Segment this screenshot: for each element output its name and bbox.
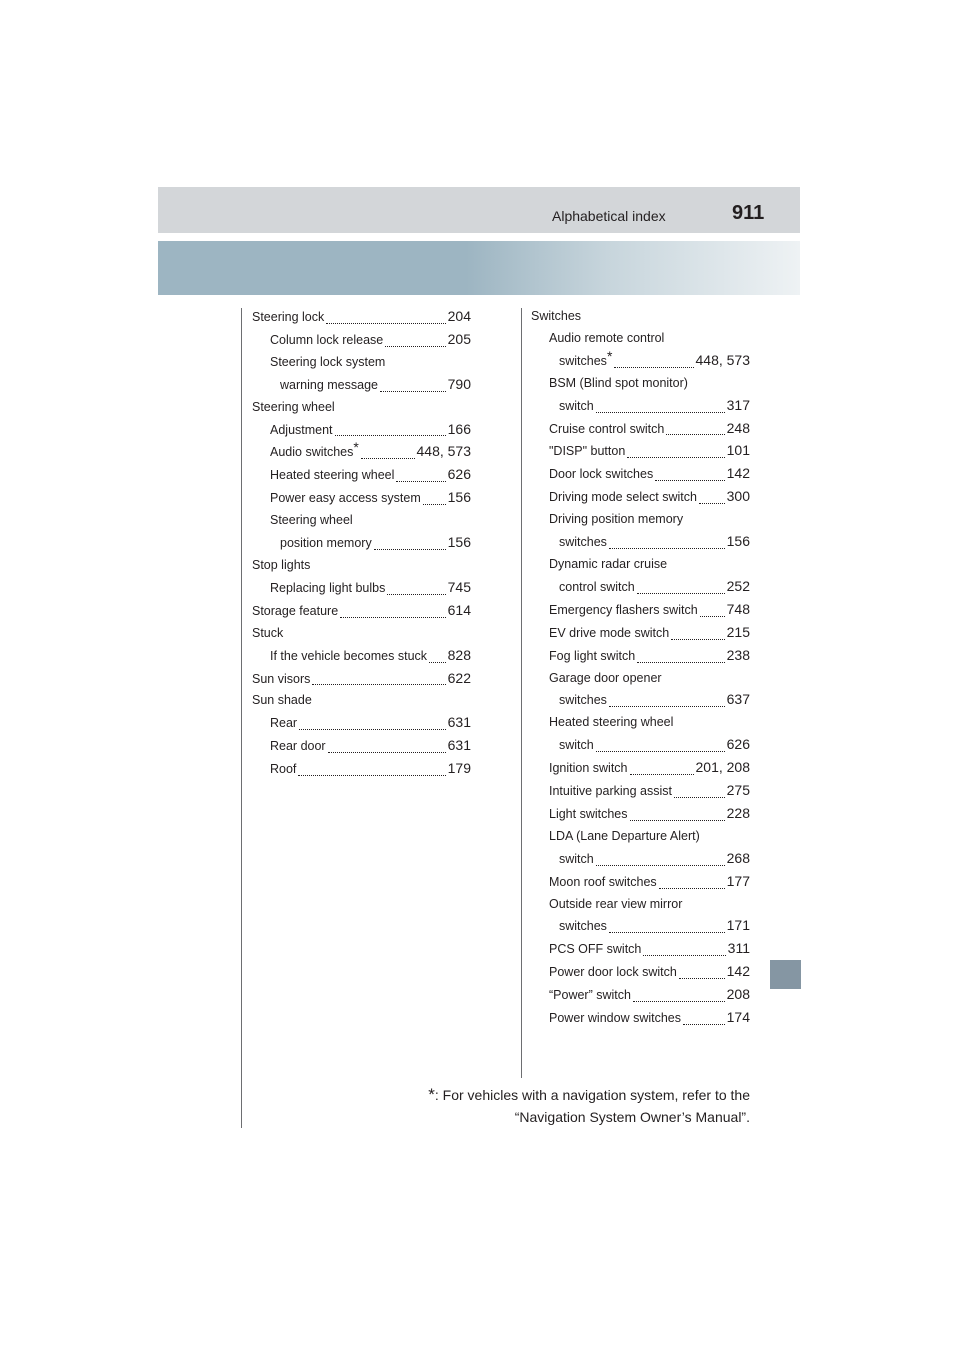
- entry-term-text: switch: [559, 398, 594, 413]
- index-entry: [531, 622, 750, 645]
- index-entry: [252, 735, 471, 758]
- entry-term-text: Heated steering wheel: [270, 468, 395, 483]
- entry-term-text: Dynamic radar cruise: [549, 556, 668, 571]
- entry-term-text: Emergency flashers switch: [549, 602, 698, 617]
- entry-term: [549, 441, 625, 463]
- entry-term: [549, 671, 662, 685]
- index-column-right: [531, 306, 750, 1030]
- header-bar: [158, 187, 800, 233]
- leader-dots: [655, 480, 724, 481]
- leader-dots: [396, 481, 445, 482]
- leader-dots: [674, 797, 725, 798]
- entry-term-text: Garage door opener: [549, 670, 662, 685]
- index-entry: [531, 554, 750, 576]
- leader-dots: [298, 775, 445, 776]
- leader-dots: [609, 706, 725, 707]
- index-entry: [531, 1007, 750, 1030]
- index-entry: [531, 463, 750, 486]
- index-entry: [531, 599, 750, 622]
- entry-term: [549, 939, 641, 961]
- entry-term-text: PCS OFF switch: [549, 942, 642, 957]
- entry-term-text: Column lock release: [270, 332, 384, 347]
- entry-page: 248: [726, 419, 750, 436]
- index-entry: [252, 306, 471, 329]
- leader-dots: [614, 367, 693, 368]
- entry-term-text: Rear door: [270, 739, 326, 754]
- entry-term-text: Adjustment: [270, 422, 333, 437]
- index-entry: [252, 441, 471, 464]
- index-entry: [252, 352, 471, 374]
- leader-dots: [609, 932, 725, 933]
- entry-term-text: Power window switches: [549, 1011, 681, 1026]
- index-entry: [252, 690, 471, 712]
- entry-term-text: Sun shade: [252, 693, 312, 708]
- entry-page: 166: [447, 420, 471, 437]
- entry-term: [559, 916, 607, 938]
- entry-term-text: switches: [559, 353, 607, 368]
- leader-dots: [666, 434, 724, 435]
- leader-dots: [659, 888, 725, 889]
- entry-term-text: Steering lock system: [270, 354, 386, 369]
- entry-page: 142: [726, 963, 750, 980]
- index-entry: [531, 576, 750, 599]
- entry-term-text: Steering wheel: [252, 399, 335, 414]
- entry-term-text: LDA (Lane Departure Alert): [549, 828, 700, 843]
- entry-term: [549, 897, 682, 911]
- entry-term-text: Steering wheel: [270, 513, 353, 528]
- entry-page: 201, 208: [695, 759, 750, 776]
- entry-page: 828: [447, 646, 471, 663]
- entry-page: 317: [726, 396, 750, 413]
- entry-term-text: Light switches: [549, 806, 628, 821]
- entry-term-text: Steering lock: [252, 310, 325, 324]
- entry-term-text: Power easy access system: [270, 491, 421, 506]
- entry-term-text: Outside rear view mirror: [549, 896, 683, 911]
- entry-term-text: Replacing light bulbs: [270, 580, 386, 595]
- entry-term-text: EV drive mode switch: [549, 625, 670, 640]
- entry-page: 745: [447, 578, 471, 595]
- entry-term: [549, 715, 673, 729]
- entry-term: [549, 623, 669, 645]
- entry-term: [559, 347, 613, 373]
- entry-term: [549, 962, 677, 984]
- entry-term-text: BSM (Blind spot monitor): [549, 375, 688, 390]
- entry-term-text: Rear: [270, 716, 298, 731]
- index-entry: [252, 668, 471, 691]
- entry-term-text: Driving mode select switch: [549, 490, 697, 505]
- entry-term: [252, 558, 310, 572]
- entry-page: 626: [726, 736, 750, 753]
- leader-dots: [643, 955, 725, 956]
- index-entry: [531, 373, 750, 395]
- index-entry: [252, 464, 471, 487]
- entry-page: 204: [447, 308, 471, 324]
- footnote-text-1: : For vehicles with a navigation system, refer to the: [434, 1087, 750, 1103]
- index-entry: [531, 306, 750, 328]
- entry-page: 275: [726, 782, 750, 799]
- entry-term: [270, 759, 296, 781]
- entry-term: [270, 465, 394, 487]
- entry-term: [252, 693, 312, 707]
- leader-dots: [361, 458, 415, 459]
- footnote-line-1: [380, 1084, 750, 1106]
- leader-dots: [423, 504, 446, 505]
- leader-dots: [328, 752, 446, 753]
- index-entry: [252, 329, 471, 352]
- entry-page: 238: [726, 646, 750, 663]
- entry-term: [549, 331, 664, 345]
- entry-page: 637: [726, 691, 750, 708]
- entry-term: [280, 533, 372, 555]
- entry-page: 156: [447, 534, 471, 551]
- index-entry: [531, 826, 750, 848]
- leader-dots: [683, 1024, 725, 1025]
- footnote-star: *: [606, 347, 613, 364]
- index-entry: [531, 418, 750, 441]
- entry-term: [252, 601, 338, 623]
- leader-dots: [312, 684, 445, 685]
- entry-term-text: Stuck: [252, 625, 284, 640]
- index-entry: [531, 938, 750, 961]
- entry-page: 631: [447, 737, 471, 754]
- entry-term: [270, 330, 383, 352]
- entry-page: 300: [726, 488, 750, 505]
- index-entry: [252, 510, 471, 532]
- entry-term: [270, 420, 333, 442]
- index-entry: [531, 509, 750, 531]
- leader-dots: [299, 729, 446, 730]
- leader-dots: [380, 391, 446, 392]
- entry-term: [549, 487, 697, 509]
- index-entry: [531, 894, 750, 916]
- entry-page: 228: [726, 804, 750, 821]
- entry-term: [559, 396, 594, 418]
- index-entry: [531, 984, 750, 1007]
- entry-term-text: Cruise control switch: [549, 421, 665, 436]
- index-entry: [531, 689, 750, 712]
- section-band: [158, 241, 800, 295]
- entry-page: 215: [726, 623, 750, 640]
- entry-term: [252, 400, 335, 414]
- entry-page: 622: [447, 669, 471, 686]
- index-entry: [252, 374, 471, 397]
- index-entry: [531, 328, 750, 350]
- entry-term-text: Intuitive parking assist: [549, 784, 672, 799]
- entry-page: 614: [447, 601, 471, 618]
- index-entry: [252, 487, 471, 510]
- entry-term-text: Ignition switch: [549, 761, 628, 776]
- leader-dots: [637, 593, 725, 594]
- entry-term: [270, 578, 385, 600]
- entry-page: 311: [727, 940, 750, 957]
- entry-term: [549, 804, 628, 826]
- index-entry: [531, 803, 750, 826]
- index-entry: [252, 600, 471, 623]
- leader-dots: [385, 346, 445, 347]
- entry-term-text: "DISP" button: [549, 444, 626, 459]
- leader-dots: [671, 639, 724, 640]
- entry-term: [270, 646, 427, 668]
- index-entry: [531, 486, 750, 509]
- leader-dots: [335, 435, 446, 436]
- entry-term: [270, 513, 353, 527]
- page-number: 911: [732, 202, 765, 224]
- entry-term-text: Storage feature: [252, 603, 339, 618]
- entry-term-text: Stop lights: [252, 557, 311, 572]
- entry-term-text: If the vehicle becomes stuck: [270, 648, 428, 663]
- entry-term-text: Audio remote control: [549, 330, 665, 345]
- entry-term: [252, 669, 310, 691]
- leader-dots: [596, 412, 725, 413]
- index-entry: [531, 871, 750, 894]
- leader-dots: [340, 617, 445, 618]
- entry-term: [549, 829, 700, 843]
- middle-column-rule: [521, 308, 522, 1078]
- leader-dots: [429, 662, 446, 663]
- entry-page: 171: [726, 917, 750, 934]
- index-entry: [531, 440, 750, 463]
- entry-page: 268: [726, 849, 750, 866]
- footnote: [380, 1084, 750, 1128]
- footnote-star: *: [353, 439, 359, 456]
- index-entry: [531, 780, 750, 803]
- entry-term: [549, 781, 672, 803]
- index-entry: [252, 577, 471, 600]
- leader-dots: [596, 865, 725, 866]
- leader-dots: [630, 820, 725, 821]
- entry-page: 177: [726, 872, 750, 889]
- entry-term: [270, 736, 326, 758]
- entry-term-text: warning message: [280, 377, 378, 392]
- entry-page: 205: [447, 330, 471, 347]
- entry-term-text: “Power” switch: [549, 988, 631, 1003]
- index-entry: [531, 668, 750, 690]
- index-entry: [531, 712, 750, 734]
- entry-term-text: Heated steering wheel: [549, 715, 674, 730]
- entry-term: [549, 512, 683, 526]
- entry-term: [549, 376, 688, 390]
- entry-term: [549, 872, 657, 894]
- leader-dots: [374, 549, 446, 550]
- entry-term: [549, 758, 628, 780]
- entry-page: 448, 573: [416, 443, 471, 460]
- entry-term: [252, 307, 324, 329]
- header-title: Alphabetical index: [552, 208, 666, 224]
- entry-term-text: Roof: [270, 762, 297, 777]
- entry-page: 790: [447, 375, 471, 392]
- index-entry: [252, 555, 471, 577]
- entry-term: [270, 488, 421, 510]
- entry-term-text: switch: [559, 738, 594, 753]
- index-entry: [252, 623, 471, 645]
- entry-term-text: switches: [559, 535, 607, 550]
- entry-page: 179: [447, 760, 471, 777]
- entry-term-text: Power door lock switch: [549, 965, 677, 980]
- entry-term: [559, 690, 607, 712]
- index-entry: [252, 419, 471, 442]
- entry-term-text: position memory: [280, 536, 372, 551]
- leader-dots: [326, 323, 445, 324]
- footnote-marker: *: [428, 1085, 435, 1104]
- entry-term: [270, 355, 385, 369]
- entry-term: [270, 713, 297, 735]
- section-tab: [770, 960, 801, 989]
- index-entry: [252, 758, 471, 781]
- entry-term: [549, 646, 635, 668]
- entry-page: 142: [726, 465, 750, 482]
- leader-dots: [699, 503, 725, 504]
- index-entry: [531, 848, 750, 871]
- entry-term: [549, 985, 631, 1007]
- entry-term: [252, 626, 283, 640]
- entry-term-text: switches: [559, 919, 607, 934]
- index-column-left: [252, 306, 471, 781]
- index-entry: [531, 757, 750, 780]
- leader-dots: [679, 978, 725, 979]
- index-entry: [531, 347, 750, 373]
- index-entry: [531, 915, 750, 938]
- entry-term: [549, 464, 653, 486]
- leader-dots: [596, 751, 725, 752]
- entry-page: 208: [726, 986, 750, 1003]
- index-entry: [531, 734, 750, 757]
- entry-term-text: switch: [559, 851, 594, 866]
- entry-page: 252: [726, 577, 750, 594]
- entry-term-text: Audio switches: [270, 445, 354, 460]
- entry-term-text: Door lock switches: [549, 467, 654, 482]
- leader-dots: [637, 662, 724, 663]
- footnote-line-2: “Navigation System Owner’s Manual”.: [514, 1109, 750, 1125]
- entry-term-text: Moon roof switches: [549, 874, 657, 889]
- index-entry: [252, 712, 471, 735]
- entry-page: 174: [726, 1009, 750, 1026]
- entry-term: [270, 439, 359, 464]
- index-entry: [252, 645, 471, 668]
- entry-term: [549, 600, 698, 622]
- entry-page: 748: [726, 600, 750, 617]
- entry-term-text: Sun visors: [252, 671, 311, 686]
- leader-dots: [387, 594, 445, 595]
- entry-term-text: Driving position memory: [549, 512, 684, 527]
- entry-term-text: control switch: [559, 579, 635, 594]
- entry-term-text: Switches: [531, 309, 582, 323]
- entry-page: 631: [447, 714, 471, 731]
- leader-dots: [630, 774, 694, 775]
- entry-term: [549, 1008, 681, 1030]
- index-entry: [531, 531, 750, 554]
- entry-page: 101: [726, 442, 750, 459]
- leader-dots: [627, 457, 724, 458]
- entry-term: [559, 849, 594, 871]
- entry-term: [280, 375, 378, 397]
- index-entry: [531, 961, 750, 984]
- entry-term-text: switches: [559, 693, 607, 708]
- index-entry: [531, 395, 750, 418]
- leader-dots: [609, 548, 725, 549]
- entry-term-text: Fog light switch: [549, 648, 636, 663]
- index-entry: [531, 645, 750, 668]
- leader-dots: [633, 1001, 725, 1002]
- entry-term: [559, 735, 594, 757]
- entry-page: 626: [447, 466, 471, 483]
- entry-page: 156: [447, 489, 471, 506]
- entry-term: [559, 577, 635, 599]
- index-entry: [252, 532, 471, 555]
- entry-term: [549, 557, 667, 571]
- entry-term: [531, 309, 581, 323]
- index-entry: [252, 397, 471, 419]
- leader-dots: [700, 616, 725, 617]
- entry-page: 156: [726, 533, 750, 550]
- entry-term: [559, 532, 607, 554]
- entry-term: [549, 419, 664, 441]
- entry-page: 448, 573: [695, 351, 750, 368]
- left-column-rule: [241, 308, 242, 1128]
